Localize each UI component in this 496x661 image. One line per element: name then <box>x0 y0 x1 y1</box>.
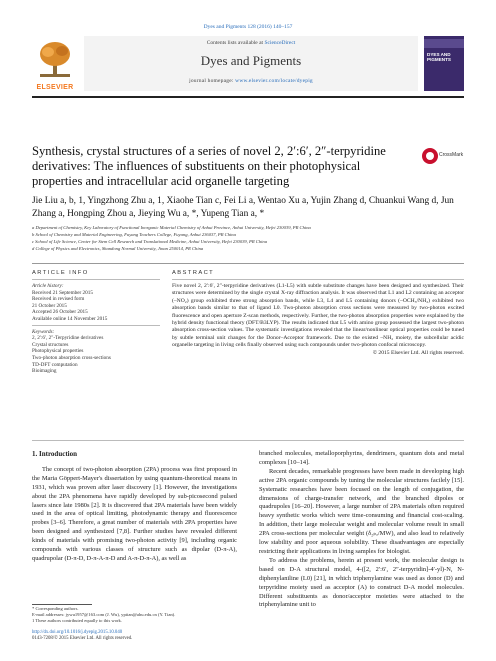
keywords-divider <box>32 325 160 326</box>
keywords-label: Keywords: <box>32 328 55 335</box>
footnote-divider <box>32 604 92 605</box>
history-item: 21 October 2015 <box>32 302 67 309</box>
publisher-name: ELSEVIER <box>36 84 74 91</box>
article-title: Synthesis, crystal structures of a series of novel 2, 2′:6′, 2″-terpyridine derivatives: The influences of substituents on their photophysical properties and intracellular acid organelle targeting <box>32 144 386 188</box>
keyword: 2, 2′:6′, 2″-Terpyridine derivatives <box>32 335 104 342</box>
crossmark-label: CrossMark <box>439 152 464 158</box>
body-paragraph: Recent decades, remarkable progresses have been made in developing high active 2PA organic compounds by tuning the molecular structures facilely [15]. Systematic researches have been focused on the length of conjugation, the dimensions of charge-transfer network, and the branched dipoles or quadrupoles [16–20]. However, a large number of 2PA materials often required heavy synthetic works which were time-consuming and financial cost-scaling. In addition, their large molecular weight and molecular volume result in small 2PA cross-sections per molecular weight (δ₂ₚₐ/MW), and also lead to relatively low stability and poor aqueous solubility. These disadvantages are especially restricting their applications in living samples for biologist. <box>259 467 464 555</box>
journal-banner <box>84 36 418 91</box>
affiliations <box>32 224 464 252</box>
sciencedirect-link[interactable]: ScienceDirect <box>264 40 296 46</box>
affiliations-divider <box>32 263 464 264</box>
abstract-heading: ABSTRACT <box>172 270 215 276</box>
affiliation: d College of Physics and Electronics, Shandong Normal University, Jinan 250014, PR China <box>32 246 204 251</box>
article-info-heading: ARTICLE INFO <box>32 270 89 276</box>
contents-line <box>84 40 418 46</box>
history-item: Accepted 26 October 2015 <box>32 309 88 316</box>
homepage-link[interactable]: www.elsevier.com/locate/dyepig <box>235 78 313 84</box>
abstract-rule <box>172 279 464 280</box>
doi-link[interactable]: http://dx.doi.org/10.1016/j.dyepig.2015.10.040 <box>32 630 123 635</box>
affiliation: b School of Chemistry and Material Engineering, Fuyang Teachers College, Fuyang, Anhui 236037, PR China <box>32 232 236 237</box>
body-paragraph: branched molecules, metalloporphyrins, dendrimers, quantum dots and metal complexes [10–14]. <box>259 450 464 466</box>
footnotes <box>32 606 237 624</box>
history-label: Article history: <box>32 283 64 289</box>
article-info-rule <box>32 279 160 280</box>
journal-cover[interactable] <box>424 36 464 91</box>
introduction-heading: 1. Introduction <box>32 450 77 458</box>
footnote: 1 These authors contributed equally to this work. <box>32 618 122 623</box>
crossmark-badge[interactable] <box>422 148 462 172</box>
keyword: TD-DFT computation <box>32 361 78 368</box>
history-item: Received 21 September 2015 <box>32 289 93 296</box>
crossmark-icon <box>422 148 438 164</box>
cover-band <box>424 39 464 48</box>
footnote-emails[interactable]: E-mail addresses: jywu1957@163.com (J. Wu), yptian@ahu.edu.cn (Y. Tian). <box>32 612 176 617</box>
contents-prefix: Contents lists available at <box>206 40 265 46</box>
issn-line: 0143-7208/© 2015 Elsevier Ltd. All rights reserved. <box>32 636 133 642</box>
body-column-left <box>32 450 237 564</box>
keyword: Photophysical properties <box>32 348 84 355</box>
keyword: Two-photon absorption cross-sections <box>32 354 111 361</box>
abstract-copyright: © 2015 Elsevier Ltd. All rights reserved. <box>372 349 464 356</box>
journal-reference[interactable]: Dyes and Pigments 128 (2016) 140–157 <box>203 24 293 30</box>
keyword: Bioimaging <box>32 368 57 375</box>
abstract-divider <box>32 440 464 441</box>
affiliation: c School of Life Science, Center for Stem Cell Research and Translational Medicine, Anhui University, Hefei 230039, PR China <box>32 239 268 244</box>
publication-info <box>32 630 237 642</box>
abstract <box>172 283 464 357</box>
history-item: Available online 14 November 2015 <box>32 315 108 322</box>
body-paragraph: To address the problems, herein at present work, the molecular design is based on D-A structural model, 4-([2, 2′:6′, 2″-terpyridin]-4′-yl)-N, N-diphenylaniline (L0) [21], in which triphenylamine was used as donor (D) and terpyridine moiety used as acceptor (A) to construct D-A model molecules. Different substituents as donor/acceptor moieties were attached to the triphenylamine unit to <box>259 556 464 609</box>
keyword: Crystal structures <box>32 341 69 348</box>
elsevier-logo[interactable] <box>32 36 78 91</box>
history-item: Received in revised form <box>32 296 85 303</box>
elsevier-tree-icon <box>38 40 72 78</box>
cover-title: DYES AND PIGMENTS <box>427 52 451 62</box>
header-divider <box>32 96 464 98</box>
homepage-line <box>84 78 418 84</box>
author-list: Jie Liu a, b, 1, Yingzhong Zhu a, 1, Xiaohe Tian c, Fei Li a, Wentao Xu a, Yujin Zhang d, Chuankui Wang d, Jun Zhang a, Hongping Zhou a, Jieying Wu a, *, Yupeng Tian a, * <box>32 196 454 219</box>
footnote: * Corresponding authors. <box>32 606 79 611</box>
homepage-prefix: journal homepage: <box>189 78 236 84</box>
body-column-right <box>259 450 464 610</box>
journal-title: Dyes and Pigments <box>200 53 302 68</box>
article-info <box>32 283 160 375</box>
journal-header <box>32 36 464 91</box>
abstract-text: Five novel 2, 2′:6′, 2″-terpyridine derivatives (L1-L5) with subtle substitute changes have been designed and synthesized. Their structures were determined by the single crystal X-ray diffraction analysis. It was observed that L1 and L2 containing an acceptor (–NO₂) group exhibited three strong absorption bands, while L3, L4 and L5 containing donors (–OCH₃/NH₂) exhibited two absorption bands similar to that of ligand L0. Two-photon absorption cross sections were measured by two-photon excited fluorescence and open aperture Z-scan methods, respectively. Further, the two-photon absorption properties were explained by the hybrid density functional theory (DFT/B3LYP). The results indicated that L5 with amino group possessed the largest two-photon absorption cross-section values. The systematic investigations revealed that the linear/nonlinear optical properties could be tuned by subtle terminal unit changes for the Donor–Acceptor framework. Due to the existed –NH₂ moiety, the subcellular acidic organelle targeting in living cells finally observed using such compounds under two-photon confocal microscopy. <box>172 283 464 349</box>
affiliation: a Department of Chemistry, Key Laboratory of Functional Inorganic Material Chemistry of Anhui Province, Anhui University, Hefei 230039, PR China <box>32 225 311 230</box>
body-paragraph: The concept of two-photon absorption (2PA) process was first proposed in the Maria Göppert-Mayer's dissertation by using quantum-theoretical means in 1931, which was proven after laser discovery [1]. However, the investigations about the 2PA phenomena have rapidly developed by sub-picosecond pulsed lasers since late 1980s [2]. It is discovered that 2PA materials have been widely used in the area of optical limiting, photodynamic therapy and fluorescence probes [3–6]. Therefore, a great number of materials with 2PA properties have been designed and synthesized [7,8]. Further studies have revealed different kinds of materials with promising two-photon activity [9], including organic compounds with various classes of structure such as dipolar (D-π-A), quadrupolar (D-π-D, D-π-A-π-D and A-π-D-π-A), as well as <box>32 465 237 562</box>
